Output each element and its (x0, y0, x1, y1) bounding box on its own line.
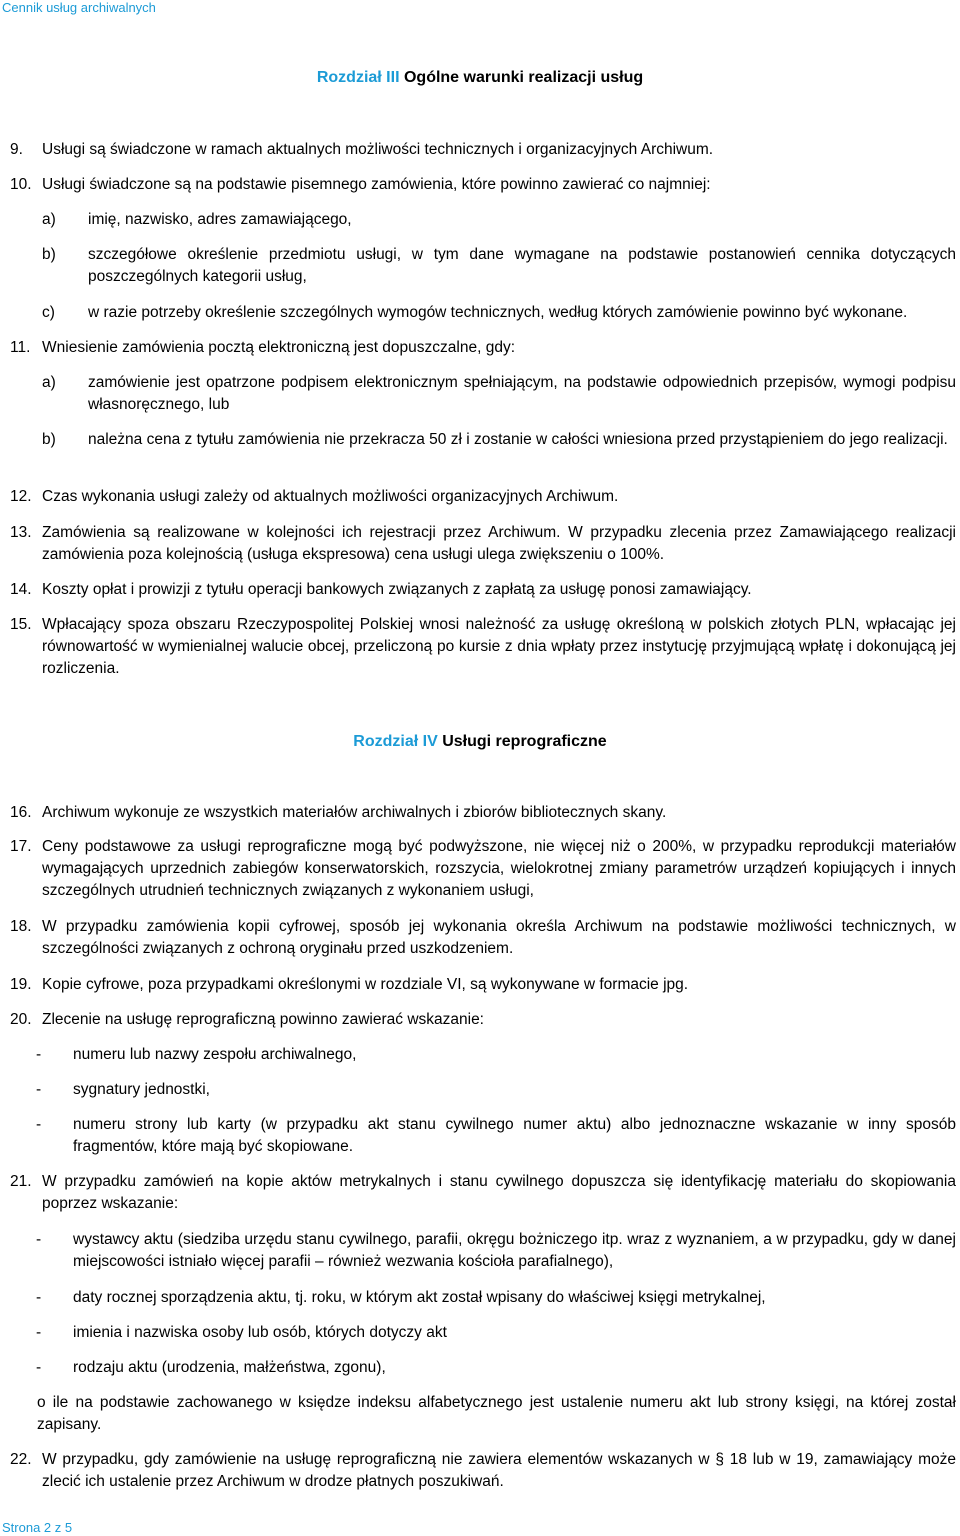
paragraph-text: Koszty opłat i prowizji z tytułu operacji bankowych związanych z zapłatą za usługę ponosi zamawiający. (42, 581, 752, 598)
paragraph-number: 9. (10, 141, 23, 158)
list-marker: - (36, 1289, 42, 1306)
list-item-21-4 (36, 1357, 956, 1379)
paragraph-21-tail: o ile na podstawie zachowanego w księdze indeksu alfabetycznego jest ustalenie numeru akt lub strony księgi, na której został zapisany. (37, 1394, 956, 1433)
list-marker: - (36, 1231, 42, 1248)
chapter-heading-4 (0, 731, 960, 753)
paragraph-text: W przypadku zamówień na kopie aktów metrykalnych i stanu cywilnego dopuszcza się identyfikację materiału do skopiowania poprzez wskazanie: (42, 1173, 956, 1212)
list-marker: a) (42, 211, 56, 228)
paragraph-number: 12. (10, 488, 32, 505)
paragraph-18 (10, 916, 956, 960)
paragraph-text: Ceny podstawowe za usługi reprograficzne mogą być podwyższone, nie więcej niż o 200%, w przypadku reprodukcji materiałów wymagających uprzednich zabiegów konserwatorskich, rozszycia, wielokrotnej zmiany parametrów urządzeń kopiujących i innych szczególnych utrudnień technicznych związanych z wykonaniem usługi, (42, 838, 956, 899)
paragraph-number: 14. (10, 581, 32, 598)
paragraph-number: 15. (10, 616, 32, 633)
chapter-title: Usługi reprograficzne (442, 733, 607, 750)
chapter-heading-3 (0, 67, 960, 89)
paragraph-number: 21. (10, 1173, 32, 1190)
list-item-text: imienia i nazwiska osoby lub osób, których dotyczy akt (73, 1324, 447, 1341)
list-marker: - (36, 1359, 42, 1376)
list-item-text: zamówienie jest opatrzone podpisem elektronicznym spełniającym, na podstawie odpowiednich przepisów, wymogi podpisu własnoręcznego, lub (88, 374, 956, 413)
paragraph-number: 20. (10, 1011, 32, 1028)
list-item-10c (42, 302, 956, 324)
list-marker: b) (42, 246, 56, 263)
list-item-text: w razie potrzeby określenie szczególnych wymogów technicznych, według których zamówienie powinno być wykonane. (88, 304, 908, 321)
paragraph-20 (10, 1009, 956, 1031)
paragraph-number: 16. (10, 804, 32, 821)
list-item-10a (42, 209, 956, 231)
list-item-text: sygnatury jednostki, (73, 1081, 210, 1098)
paragraph-text: W przypadku zamówienia kopii cyfrowej, sposób jej wykonania określa Archiwum na podstawie możliwości technicznych, w szczególności związanych z ochroną oryginału przed uszkodzeniem. (42, 918, 956, 957)
paragraph-9 (10, 139, 956, 161)
paragraph-15 (10, 614, 956, 680)
paragraph-text: Zlecenie na usługę reprograficzną powinno zawierać wskazanie: (42, 1011, 484, 1028)
paragraph-number: 10. (10, 176, 32, 193)
list-item-11b (42, 429, 956, 451)
paragraph-text: Usługi są świadczone w ramach aktualnych możliwości technicznych i organizacyjnych Archiwum. (42, 141, 714, 158)
list-item-text: daty rocznej sporządzenia aktu, tj. roku, w którym akt został wpisany do właściwej księgi metrykalnej, (73, 1289, 766, 1306)
paragraph-number: 17. (10, 838, 32, 855)
list-item-21-2 (36, 1287, 956, 1309)
list-item-21-1 (36, 1229, 956, 1273)
paragraph-text: Wniesienie zamówienia pocztą elektroniczną jest dopuszczalne, gdy: (42, 339, 515, 356)
list-marker: a) (42, 374, 56, 391)
paragraph-11 (10, 337, 956, 359)
list-item-text: numeru strony lub karty (w przypadku akt stanu cywilnego numer aktu) albo jednoznaczne wskazanie w inny sposób fragmentów, które mają być skopiowane. (73, 1116, 956, 1155)
list-item-text: imię, nazwisko, adres zamawiającego, (88, 211, 352, 228)
paragraph-text: Czas wykonania usługi zależy od aktualnych możliwości organizacyjnych Archiwum. (42, 488, 619, 505)
chapter-title: Ogólne warunki realizacji usług (403, 69, 644, 86)
paragraph-number: 13. (10, 524, 32, 541)
list-item-text: numeru lub nazwy zespołu archiwalnego, (73, 1046, 357, 1063)
paragraph-22 (10, 1449, 956, 1493)
paragraph-text: Wpłacający spoza obszaru Rzeczypospolitej Polskiej wnosi należność za usługę określoną w polskich złotych PLN, wpłacając jej równowartość w wymienialnej walucie obcej, przeliczoną po kursie z dnia wpłaty przez instytucję przyjmującą wpłatę i dokonującą jej rozliczenia. (42, 616, 956, 677)
list-item-text: szczegółowe określenie przedmiotu usługi, w tym dane wymagane na podstawie postanowień cennika dotyczących poszczególnych kategorii usług, (88, 246, 956, 285)
list-marker: b) (42, 431, 56, 448)
paragraph-17 (10, 836, 956, 902)
paragraph-13 (10, 522, 956, 566)
list-marker: - (36, 1046, 42, 1063)
list-marker: c) (42, 304, 55, 321)
paragraph-text: Zamówienia są realizowane w kolejności ich rejestracji przez Archiwum. W przypadku zlecenia przez Zamawiającego realizacji zamówienia poza kolejnością (usługa ekspresowa) cena usługi ulega zwiększeniu o 100%. (42, 524, 956, 563)
paragraph-number: 19. (10, 976, 32, 993)
paragraph-12 (10, 486, 956, 508)
paragraph-21 (10, 1171, 956, 1215)
paragraph-text: Archiwum wykonuje ze wszystkich materiałów archiwalnych i zbiorów bibliotecznych skany. (42, 804, 667, 821)
list-marker: - (36, 1116, 42, 1133)
list-item-21-3 (36, 1322, 956, 1344)
list-item-text: należna cena z tytułu zamówienia nie przekracza 50 zł i zostanie w całości wniesiona przed przystąpieniem do jego realizacji. (88, 431, 948, 448)
list-item-20-2 (36, 1079, 956, 1101)
chapter-number: Rozdział III (316, 69, 400, 86)
paragraph-text: Kopie cyfrowe, poza przypadkami określonymi w rozdziale VI, są wykonywane w formacie jpg. (42, 976, 689, 993)
list-item-20-1 (36, 1044, 956, 1066)
paragraph-19 (10, 974, 956, 996)
list-item-20-3 (36, 1114, 956, 1158)
paragraph-number: 18. (10, 918, 32, 935)
list-item-10b (42, 244, 956, 288)
paragraph-number: 22. (10, 1451, 32, 1468)
paragraph-10 (10, 174, 956, 196)
chapter-number: Rozdział IV (353, 733, 438, 750)
paragraph-number: 11. (10, 339, 31, 356)
paragraph-16 (10, 802, 956, 824)
paragraph-text: W przypadku, gdy zamówienie na usługę reprograficzną nie zawiera elementów wskazanych w § 18 lub w 19, zamawiający może zlecić ich ustalenie przez Archiwum w drodze płatnych poszukiwań. (42, 1451, 956, 1490)
list-item-text: rodzaju aktu (urodzenia, małżeństwa, zgonu), (73, 1359, 386, 1376)
list-item-11a (42, 372, 956, 416)
paragraph-text: Usługi świadczone są na podstawie pisemnego zamówienia, które powinno zawierać co najmniej: (42, 176, 711, 193)
page-number: Strona 2 z 5 (2, 1520, 73, 1535)
list-marker: - (36, 1081, 42, 1098)
list-item-text: wystawcy aktu (siedziba urzędu stanu cywilnego, parafii, okręgu bożniczego itp. wraz z wyznaniem, a w przypadku, gdy w danej miejscowości istniało więcej parafii – również wezwania kościoła parafialnego), (73, 1231, 956, 1270)
list-marker: - (36, 1324, 42, 1341)
paragraph-14 (10, 579, 956, 601)
document-header-title: Cennik usług archiwalnych (2, 0, 156, 15)
